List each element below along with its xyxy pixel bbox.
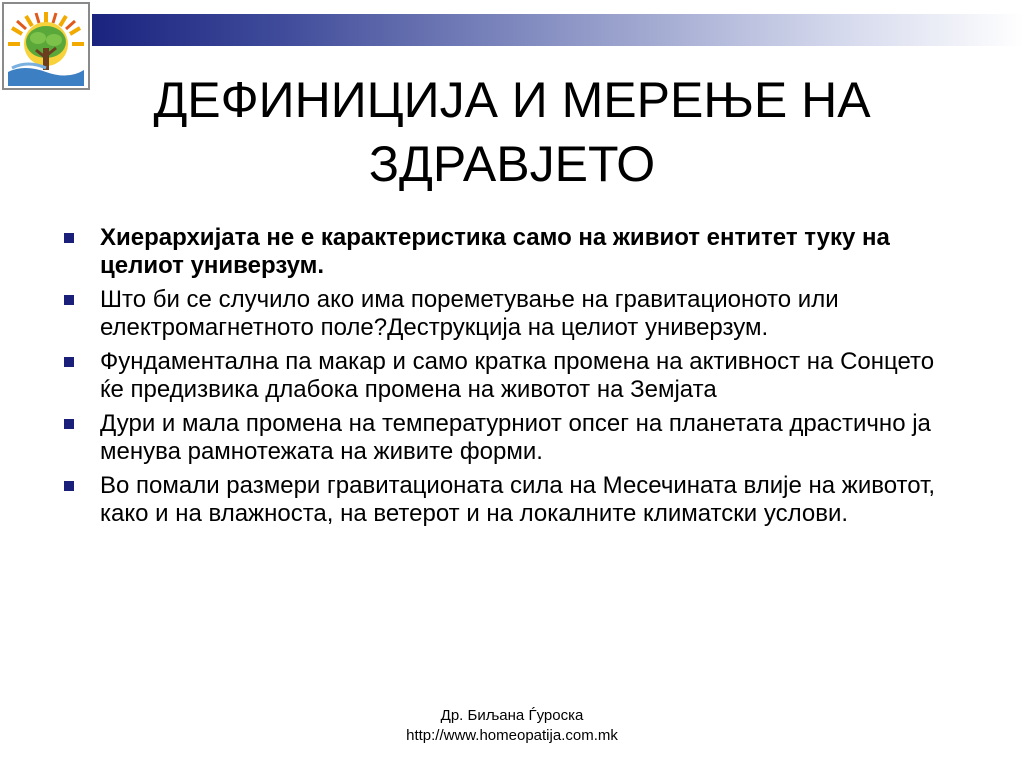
square-bullet-icon [64, 233, 74, 243]
footer-url[interactable]: http://www.homeopatija.com.mk [406, 727, 618, 744]
title-line-1: ДЕФИНИЦИЈА И МЕРЕЊЕ НА [153, 72, 871, 128]
square-bullet-icon [64, 357, 74, 367]
page-title [60, 68, 964, 196]
bullet-text: Што би се случило ако има пореметување на гравитационото или електромагнетното поле?Деструкција на целиот универзум. [100, 286, 839, 341]
header-gradient-bar [92, 14, 1024, 46]
list-item [60, 472, 960, 528]
bullet-text: Дури и мала промена на температурниот опсег на планетата драстично ја менува рамнотежата на живите форми. [100, 410, 931, 465]
bullet-list [60, 224, 960, 534]
square-bullet-icon [64, 481, 74, 491]
footer-author: Др. Биљана Ѓуроска [440, 707, 584, 724]
list-item [60, 348, 960, 404]
list-item [60, 286, 960, 342]
bullet-text: Хиерархијата не е карактеристика само на живиот ентитет туку на целиот универзум. [100, 224, 890, 279]
square-bullet-icon [64, 295, 74, 305]
bullet-text: Фундаментална па макар и само кратка промена на активност на Сонцето ќе предизвика длабока промена на животот на Земјата [100, 348, 935, 403]
title-line-2: ЗДРАВЈЕТО [368, 136, 656, 192]
footer [312, 706, 712, 746]
list-item [60, 224, 960, 280]
list-item [60, 410, 960, 466]
bullet-text: Во помали размери гравитационата сила на Месечината влије на животот, како и на влажноста, на ветерот и на локалните климатски услови. [100, 472, 936, 527]
square-bullet-icon [64, 419, 74, 429]
